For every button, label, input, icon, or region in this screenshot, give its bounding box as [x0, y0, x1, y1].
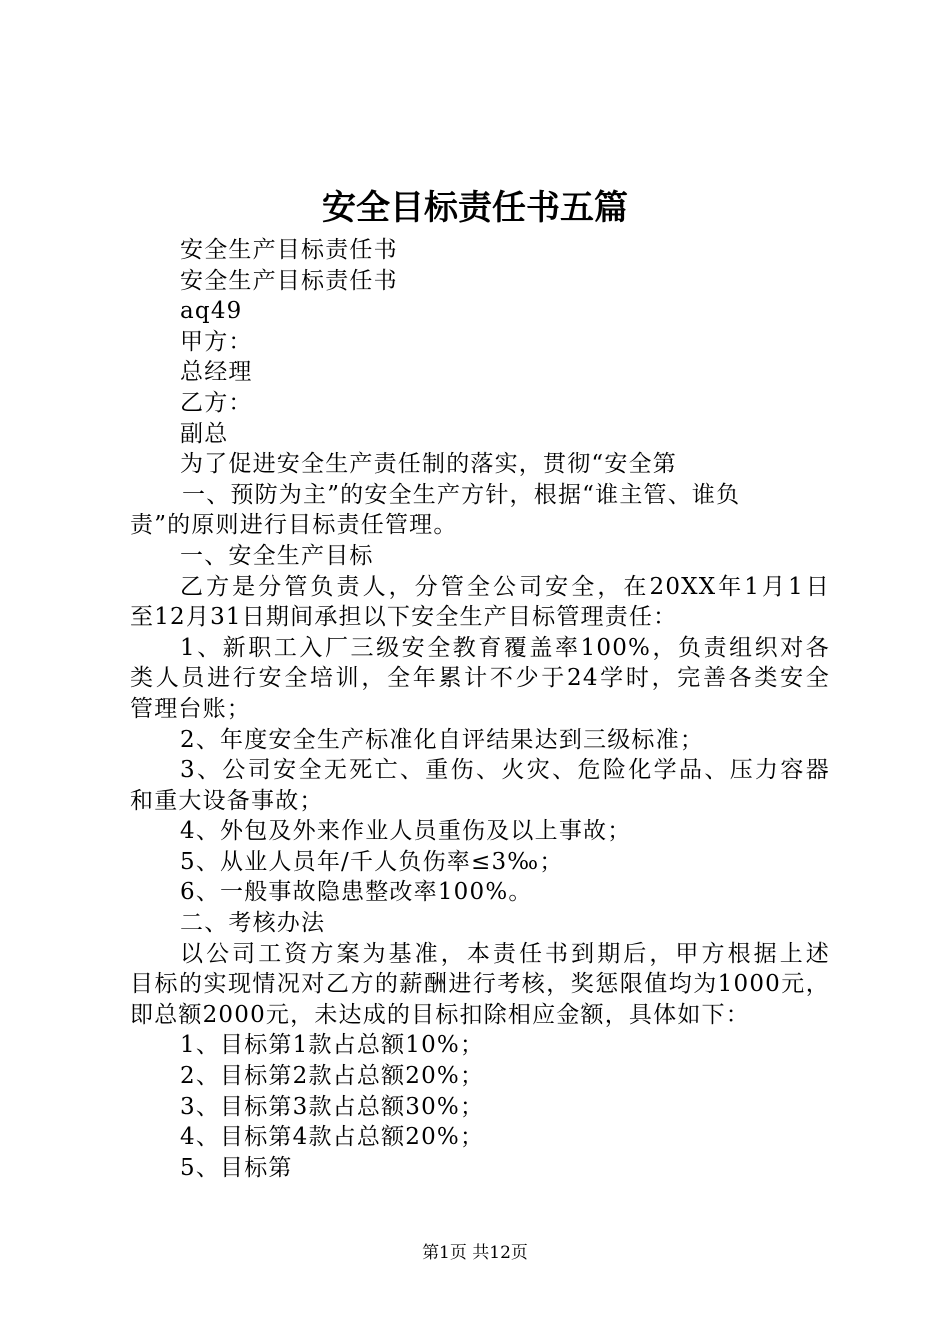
text-line: 乙方是分管负责人，分管全公司安全，在20XX年1月1日	[180, 573, 830, 600]
text-line: 乙方：	[180, 389, 253, 416]
text-line: 1、新职工入厂三级安全教育覆盖率100%，负责组织对各	[180, 634, 830, 661]
list-item: 5、目标第	[180, 1154, 293, 1181]
text-line: 一、预防为主”的安全生产方针，根据“谁主管、谁负	[182, 481, 741, 508]
list-item: 3、目标第3款占总额30%；	[180, 1093, 485, 1120]
text-line: 总经理	[180, 359, 253, 386]
text-line: 和重大设备事故；	[130, 787, 324, 814]
text-line: 为了促进安全生产责任制的落实，贯彻“安全第	[180, 451, 677, 478]
section-heading: 二、考核办法	[180, 910, 326, 937]
text-line: 副总	[180, 420, 229, 447]
text-line: 5、从业人员年/千人负伤率≤3‰；	[180, 848, 564, 875]
text-line: 以公司工资方案为基准，本责任书到期后，甲方根据上述	[180, 940, 830, 967]
text-line: aq49	[180, 298, 243, 325]
page-footer: 第1页 共12页	[422, 1243, 528, 1263]
text-line: 至12月31日期间承担以下安全生产目标管理责任：	[130, 604, 678, 631]
text-line: 责”的原则进行目标责任管理。	[130, 512, 458, 539]
text-line: 管理台账；	[130, 695, 251, 722]
text-line: 甲方：	[180, 328, 253, 355]
text-line: 6、一般事故隐患整改率100%。	[180, 879, 533, 906]
list-item: 1、目标第1款占总额10%；	[180, 1032, 485, 1059]
text-line: 目标的实现情况对乙方的薪酬进行考核，奖惩限值均为1000元，	[130, 971, 830, 998]
section-heading: 一、安全生产目标	[180, 542, 374, 569]
text-line: 安全生产目标责任书	[180, 267, 398, 294]
text-line: 3、公司安全无死亡、重伤、火灾、危险化学品、压力容器	[180, 757, 830, 784]
list-item: 2、目标第2款占总额20%；	[180, 1063, 485, 1090]
document-title: 安全目标责任书五篇	[322, 188, 628, 228]
text-line: 即总额2000元，未达成的目标扣除相应金额，具体如下：	[130, 1001, 750, 1028]
document-body	[130, 235, 830, 1183]
text-line: 类人员进行安全培训，全年累计不少于24学时，完善各类安全	[130, 665, 830, 692]
text-line: 安全生产目标责任书	[180, 237, 398, 263]
list-item: 4、目标第4款占总额20%；	[180, 1124, 485, 1151]
text-line: 4、外包及外来作业人员重伤及以上事故；	[180, 818, 632, 845]
text-line: 2、年度安全生产标准化自评结果达到三级标准；	[180, 726, 705, 753]
